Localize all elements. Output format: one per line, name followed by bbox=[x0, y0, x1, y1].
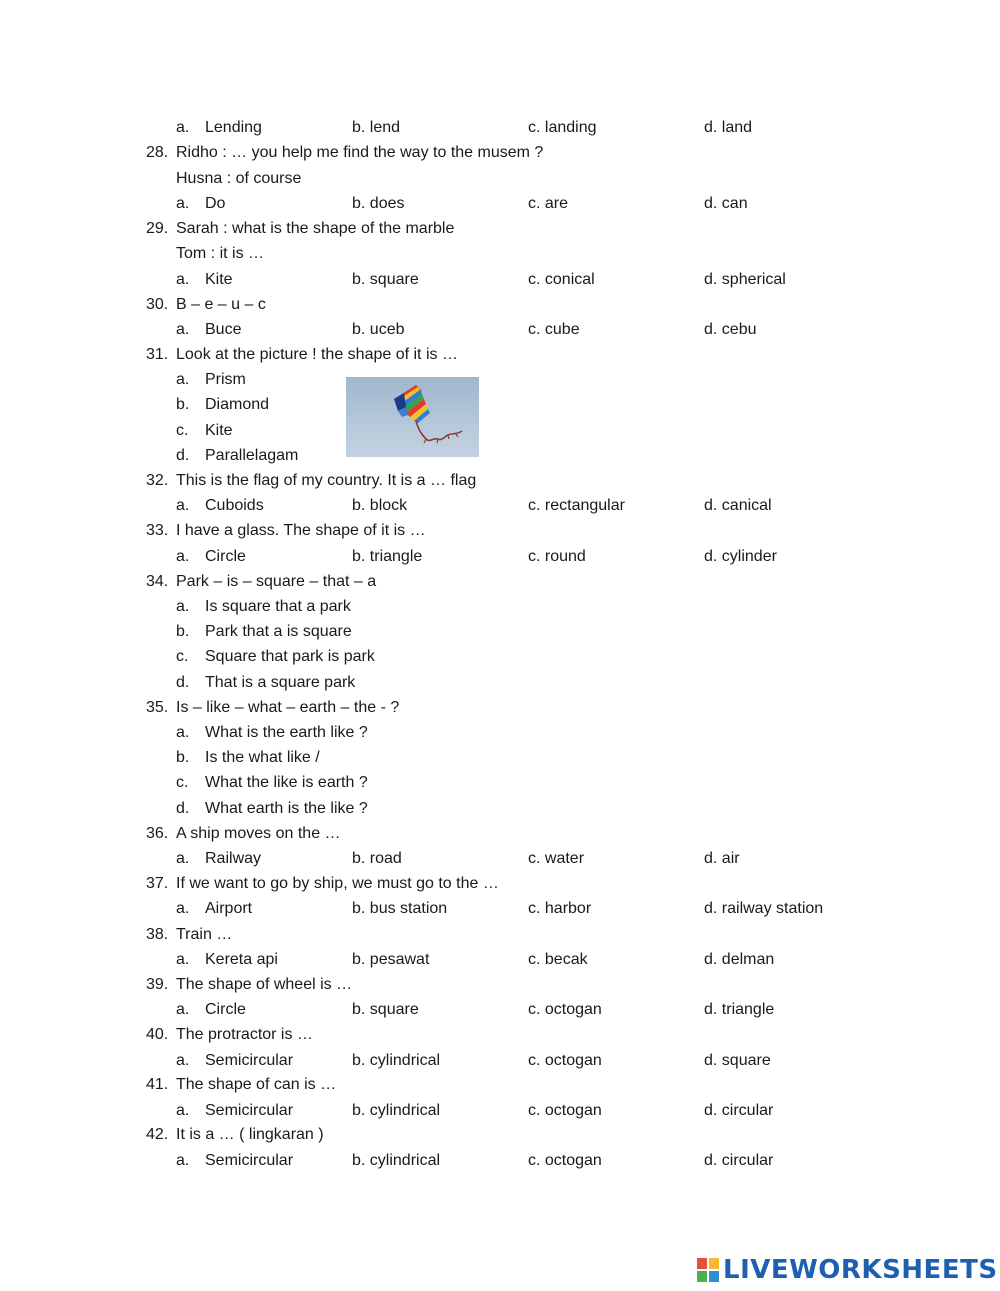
option-a[interactable]: Circle bbox=[205, 1001, 246, 1018]
option-d[interactable]: d. canical bbox=[704, 497, 772, 514]
option-d[interactable]: d. square bbox=[704, 1052, 771, 1069]
option-a-letter: a. bbox=[176, 271, 190, 288]
option-a[interactable]: Kereta api bbox=[205, 951, 278, 968]
question-text-line2: Husna : of course bbox=[176, 170, 302, 187]
question-text: B – e – u – c bbox=[176, 296, 266, 313]
option-d[interactable]: d. land bbox=[704, 119, 753, 136]
option-c-letter: c. bbox=[176, 648, 189, 665]
option-d-letter: d. bbox=[176, 800, 190, 817]
option-a-letter: a. bbox=[176, 1001, 190, 1018]
question-number: 35. bbox=[146, 699, 169, 716]
option-a[interactable]: Semicircular bbox=[205, 1152, 294, 1169]
question-text: This is the flag of my country. It is a … flag bbox=[176, 472, 477, 489]
option-b[interactable]: b. triangle bbox=[352, 548, 423, 565]
question-number: 32. bbox=[146, 472, 169, 489]
option-d[interactable]: That is a square park bbox=[205, 674, 356, 691]
option-a-letter: a. bbox=[176, 951, 190, 968]
option-a-letter: a. bbox=[176, 497, 190, 514]
option-a-letter: a. bbox=[176, 598, 190, 615]
option-a-letter: a. bbox=[176, 119, 190, 136]
question-number: 33. bbox=[146, 522, 169, 539]
question-text: Sarah : what is the shape of the marble bbox=[176, 220, 455, 237]
option-b-letter: b. bbox=[176, 396, 190, 413]
question-number: 34. bbox=[146, 573, 169, 590]
option-b[interactable]: b. cylindrical bbox=[352, 1152, 441, 1169]
option-a[interactable]: Circle bbox=[205, 548, 246, 565]
question-text: Park – is – square – that – a bbox=[176, 573, 377, 590]
option-c[interactable]: c. landing bbox=[528, 119, 597, 136]
question-number: 36. bbox=[146, 825, 169, 842]
option-c[interactable]: Square that park is park bbox=[205, 648, 375, 665]
kite-icon bbox=[346, 377, 479, 457]
option-c[interactable]: c. harbor bbox=[528, 900, 592, 917]
question-text: I have a glass. The shape of it is … bbox=[176, 522, 426, 539]
option-a[interactable]: Do bbox=[205, 195, 226, 212]
option-d[interactable]: d. circular bbox=[704, 1102, 774, 1119]
question-number: 31. bbox=[146, 346, 169, 363]
option-b[interactable]: b. cylindrical bbox=[352, 1102, 441, 1119]
option-c[interactable]: c. octogan bbox=[528, 1052, 602, 1069]
option-d[interactable]: d. spherical bbox=[704, 271, 786, 288]
option-d[interactable]: d. cylinder bbox=[704, 548, 777, 565]
option-d[interactable]: d. circular bbox=[704, 1152, 774, 1169]
option-d[interactable]: d. delman bbox=[704, 951, 775, 968]
option-c-letter: c. bbox=[176, 422, 189, 439]
option-a[interactable]: Railway bbox=[205, 850, 262, 867]
option-a[interactable]: Airport bbox=[205, 900, 253, 917]
option-c[interactable]: c. octogan bbox=[528, 1001, 602, 1018]
logo-block bbox=[709, 1271, 719, 1282]
option-a[interactable]: Prism bbox=[205, 371, 246, 388]
question-number: 40. bbox=[146, 1026, 169, 1043]
option-a-letter: a. bbox=[176, 1052, 190, 1069]
option-c[interactable]: c. octogan bbox=[528, 1102, 602, 1119]
option-b[interactable]: b. road bbox=[352, 850, 402, 867]
option-a-letter: a. bbox=[176, 1152, 190, 1169]
logo-blocks-icon bbox=[697, 1258, 719, 1282]
option-d[interactable]: d. railway station bbox=[704, 900, 824, 917]
option-d-letter: d. bbox=[176, 447, 190, 464]
option-c[interactable]: c. round bbox=[528, 548, 586, 565]
option-a-letter: a. bbox=[176, 900, 190, 917]
option-c-letter: c. bbox=[176, 774, 189, 791]
option-d[interactable]: d. triangle bbox=[704, 1001, 775, 1018]
question-text: Train … bbox=[176, 926, 233, 943]
question-text: The shape of wheel is … bbox=[176, 976, 353, 993]
liveworksheets-logo[interactable] bbox=[697, 1256, 998, 1284]
option-a-letter: a. bbox=[176, 850, 190, 867]
question-number: 41. bbox=[146, 1076, 169, 1093]
option-a[interactable]: Semicircular bbox=[205, 1052, 294, 1069]
option-b-letter: b. bbox=[176, 623, 190, 640]
option-a-letter: a. bbox=[176, 548, 190, 565]
question-text: A ship moves on the … bbox=[176, 825, 341, 842]
option-a[interactable]: Kite bbox=[205, 271, 233, 288]
option-c[interactable]: c. octogan bbox=[528, 1152, 602, 1169]
question-text: The protractor is … bbox=[176, 1026, 313, 1043]
question-text: Look at the picture ! the shape of it is … bbox=[176, 346, 458, 363]
option-c[interactable]: c. rectangular bbox=[528, 497, 625, 514]
option-a-letter: a. bbox=[176, 371, 190, 388]
question-number: 37. bbox=[146, 875, 169, 892]
option-a[interactable]: Semicircular bbox=[205, 1102, 294, 1119]
option-d[interactable]: What earth is the like ? bbox=[205, 800, 368, 817]
question-number: 39. bbox=[146, 976, 169, 993]
option-b[interactable]: b. square bbox=[352, 271, 419, 288]
logo-block bbox=[709, 1258, 719, 1269]
option-b[interactable]: b. cylindrical bbox=[352, 1052, 441, 1069]
option-a[interactable]: What is the earth like ? bbox=[205, 724, 368, 741]
option-a-letter: a. bbox=[176, 724, 190, 741]
option-d[interactable]: d. can bbox=[704, 195, 748, 212]
option-b[interactable]: b. pesawat bbox=[352, 951, 430, 968]
question-number: 38. bbox=[146, 926, 169, 943]
option-b-letter: b. bbox=[176, 749, 190, 766]
option-a-letter: a. bbox=[176, 321, 190, 338]
question-text: It is a … ( lingkaran ) bbox=[176, 1126, 324, 1143]
option-c[interactable]: c. are bbox=[528, 195, 569, 212]
option-c[interactable]: c. conical bbox=[528, 271, 595, 288]
option-b[interactable]: b. block bbox=[352, 497, 408, 514]
option-d[interactable]: d. air bbox=[704, 850, 740, 867]
logo-block bbox=[697, 1271, 707, 1282]
question-number: 30. bbox=[146, 296, 169, 313]
option-b[interactable]: b. lend bbox=[352, 119, 401, 136]
option-d[interactable]: d. cebu bbox=[704, 321, 757, 338]
question-text: Is – like – what – earth – the - ? bbox=[176, 699, 400, 716]
option-d[interactable]: Parallelagam bbox=[205, 447, 299, 464]
question-text: If we want to go by ship, we must go to the … bbox=[176, 875, 499, 892]
option-a[interactable]: Is square that a park bbox=[205, 598, 351, 615]
option-b[interactable]: b. does bbox=[352, 195, 405, 212]
option-a-letter: a. bbox=[176, 195, 190, 212]
kite-picture bbox=[346, 377, 479, 457]
option-a[interactable]: Lending bbox=[205, 119, 262, 136]
option-c[interactable]: c. water bbox=[528, 850, 585, 867]
option-b[interactable]: b. uceb bbox=[352, 321, 405, 338]
option-c[interactable]: Kite bbox=[205, 422, 233, 439]
option-d-letter: d. bbox=[176, 674, 190, 691]
logo-block bbox=[697, 1258, 707, 1269]
option-a[interactable]: Cuboids bbox=[205, 497, 264, 514]
option-b[interactable]: b. bus station bbox=[352, 900, 448, 917]
option-b[interactable]: Diamond bbox=[205, 396, 270, 413]
question-text: The shape of can is … bbox=[176, 1076, 337, 1093]
option-b[interactable]: Park that a is square bbox=[205, 623, 352, 640]
question-number: 42. bbox=[146, 1126, 169, 1143]
option-a-letter: a. bbox=[176, 1102, 190, 1119]
option-c[interactable]: What the like is earth ? bbox=[205, 774, 368, 791]
option-a[interactable]: Buce bbox=[205, 321, 242, 338]
question-text: Ridho : … you help me find the way to the musem ? bbox=[176, 144, 544, 161]
option-b[interactable]: b. square bbox=[352, 1001, 419, 1018]
option-c[interactable]: c. becak bbox=[528, 951, 588, 968]
option-c[interactable]: c. cube bbox=[528, 321, 580, 338]
question-text-line2: Tom : it is … bbox=[176, 245, 265, 262]
question-number: 28. bbox=[146, 144, 169, 161]
logo-text: LIVEWORKSHEETS bbox=[723, 1255, 998, 1285]
question-number: 29. bbox=[146, 220, 169, 237]
option-b[interactable]: Is the what like / bbox=[205, 749, 320, 766]
